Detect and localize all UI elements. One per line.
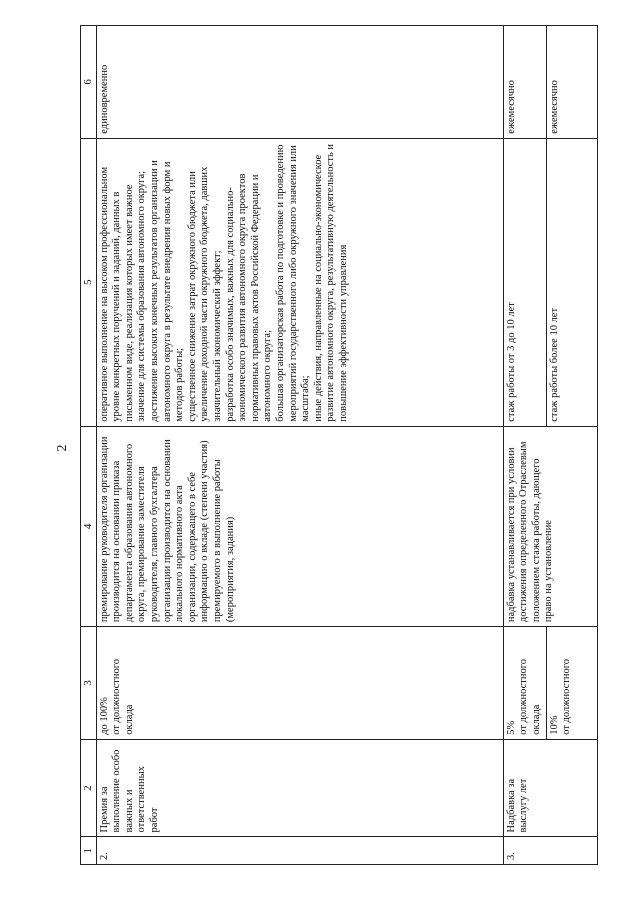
- payment-frequency: ежемесячно: [546, 26, 597, 139]
- amount-unit: от должностного оклада: [111, 658, 135, 735]
- payments-table: [80, 25, 598, 865]
- amount-unit: от должностного: [561, 658, 573, 735]
- payment-criteria: стаж работы от 3 до 10 лет: [503, 138, 546, 426]
- header-cell: 5: [81, 138, 97, 426]
- header-cell: 4: [81, 426, 97, 626]
- payment-name: Премия за выполнение особо важных и ответственных работ: [96, 739, 503, 837]
- row-number: 2.: [96, 837, 503, 865]
- payment-criteria: [96, 138, 503, 426]
- criterion: разработка особо значимых, важных для социально-экономического развития автономного округа проектов нормативных правовых актов Российской Федерации и автономного округа;: [224, 173, 274, 422]
- criterion: достижение высоких конечных результатов организации и автономного округа в результате внедрения новых форм и методов работы;: [148, 160, 186, 422]
- rotated-table-sheet: [80, 25, 640, 865]
- amount-value: до 100%: [98, 697, 110, 735]
- payment-conditions: надбавка устанавливается при условии достижения определенного Отраслевым положением стажа работы, дающего право на установление: [503, 426, 597, 626]
- payment-amount: [503, 627, 546, 740]
- amount-value: 10%: [548, 715, 560, 735]
- table-row: [96, 26, 503, 865]
- page-number: 2: [55, 444, 70, 452]
- payment-amount: [96, 627, 503, 740]
- criterion: иные действия, направленные на социально-экономическое развитие автономного округа, результативную деятельность и повышение эффективности управления: [312, 144, 349, 422]
- table-row: [503, 26, 546, 865]
- header-cell: 6: [81, 26, 97, 139]
- criterion: оперативное выполнение на высоком профессиональном уровне конкретных поручений и заданий, данных в письменном виде, реализация которых имеет важное значение для системы образования автономного округа;: [98, 166, 148, 422]
- row-number: 3.: [503, 837, 597, 865]
- header-cell: 1: [81, 837, 97, 865]
- header-cell: 3: [81, 627, 97, 740]
- payment-conditions: премирование руководителя организации производится на основании приказа департамента образования автономного округа, премирование заместителя руководителя, главного бухгалтера организации производится на основании локального нормативного акта организации, содержащего в себе информацию о вкладе (степени участия) премируемого в выполнение работы (мероприятия, задания): [96, 426, 503, 626]
- payment-frequency: единовременно: [96, 26, 503, 139]
- payment-name: Надбавка за выслугу лет: [503, 739, 597, 837]
- amount-unit: от должностного оклада: [518, 658, 542, 735]
- amount-value: 5%: [505, 720, 517, 735]
- payment-frequency: ежемесячно: [503, 26, 546, 139]
- payment-criteria: стаж работы более 10 лет: [546, 138, 597, 426]
- header-row: [81, 26, 97, 865]
- payment-amount: [546, 627, 597, 740]
- criterion: большая организаторская работа по подготовке и проведению мероприятий государственного либо окружного значения или масштаба;: [274, 144, 312, 422]
- header-cell: 2: [81, 739, 97, 837]
- criterion: существенное снижение затрат окружного бюджета или увеличение доходной части окружного бюджета, давших значительный экономический эффект;: [186, 166, 223, 422]
